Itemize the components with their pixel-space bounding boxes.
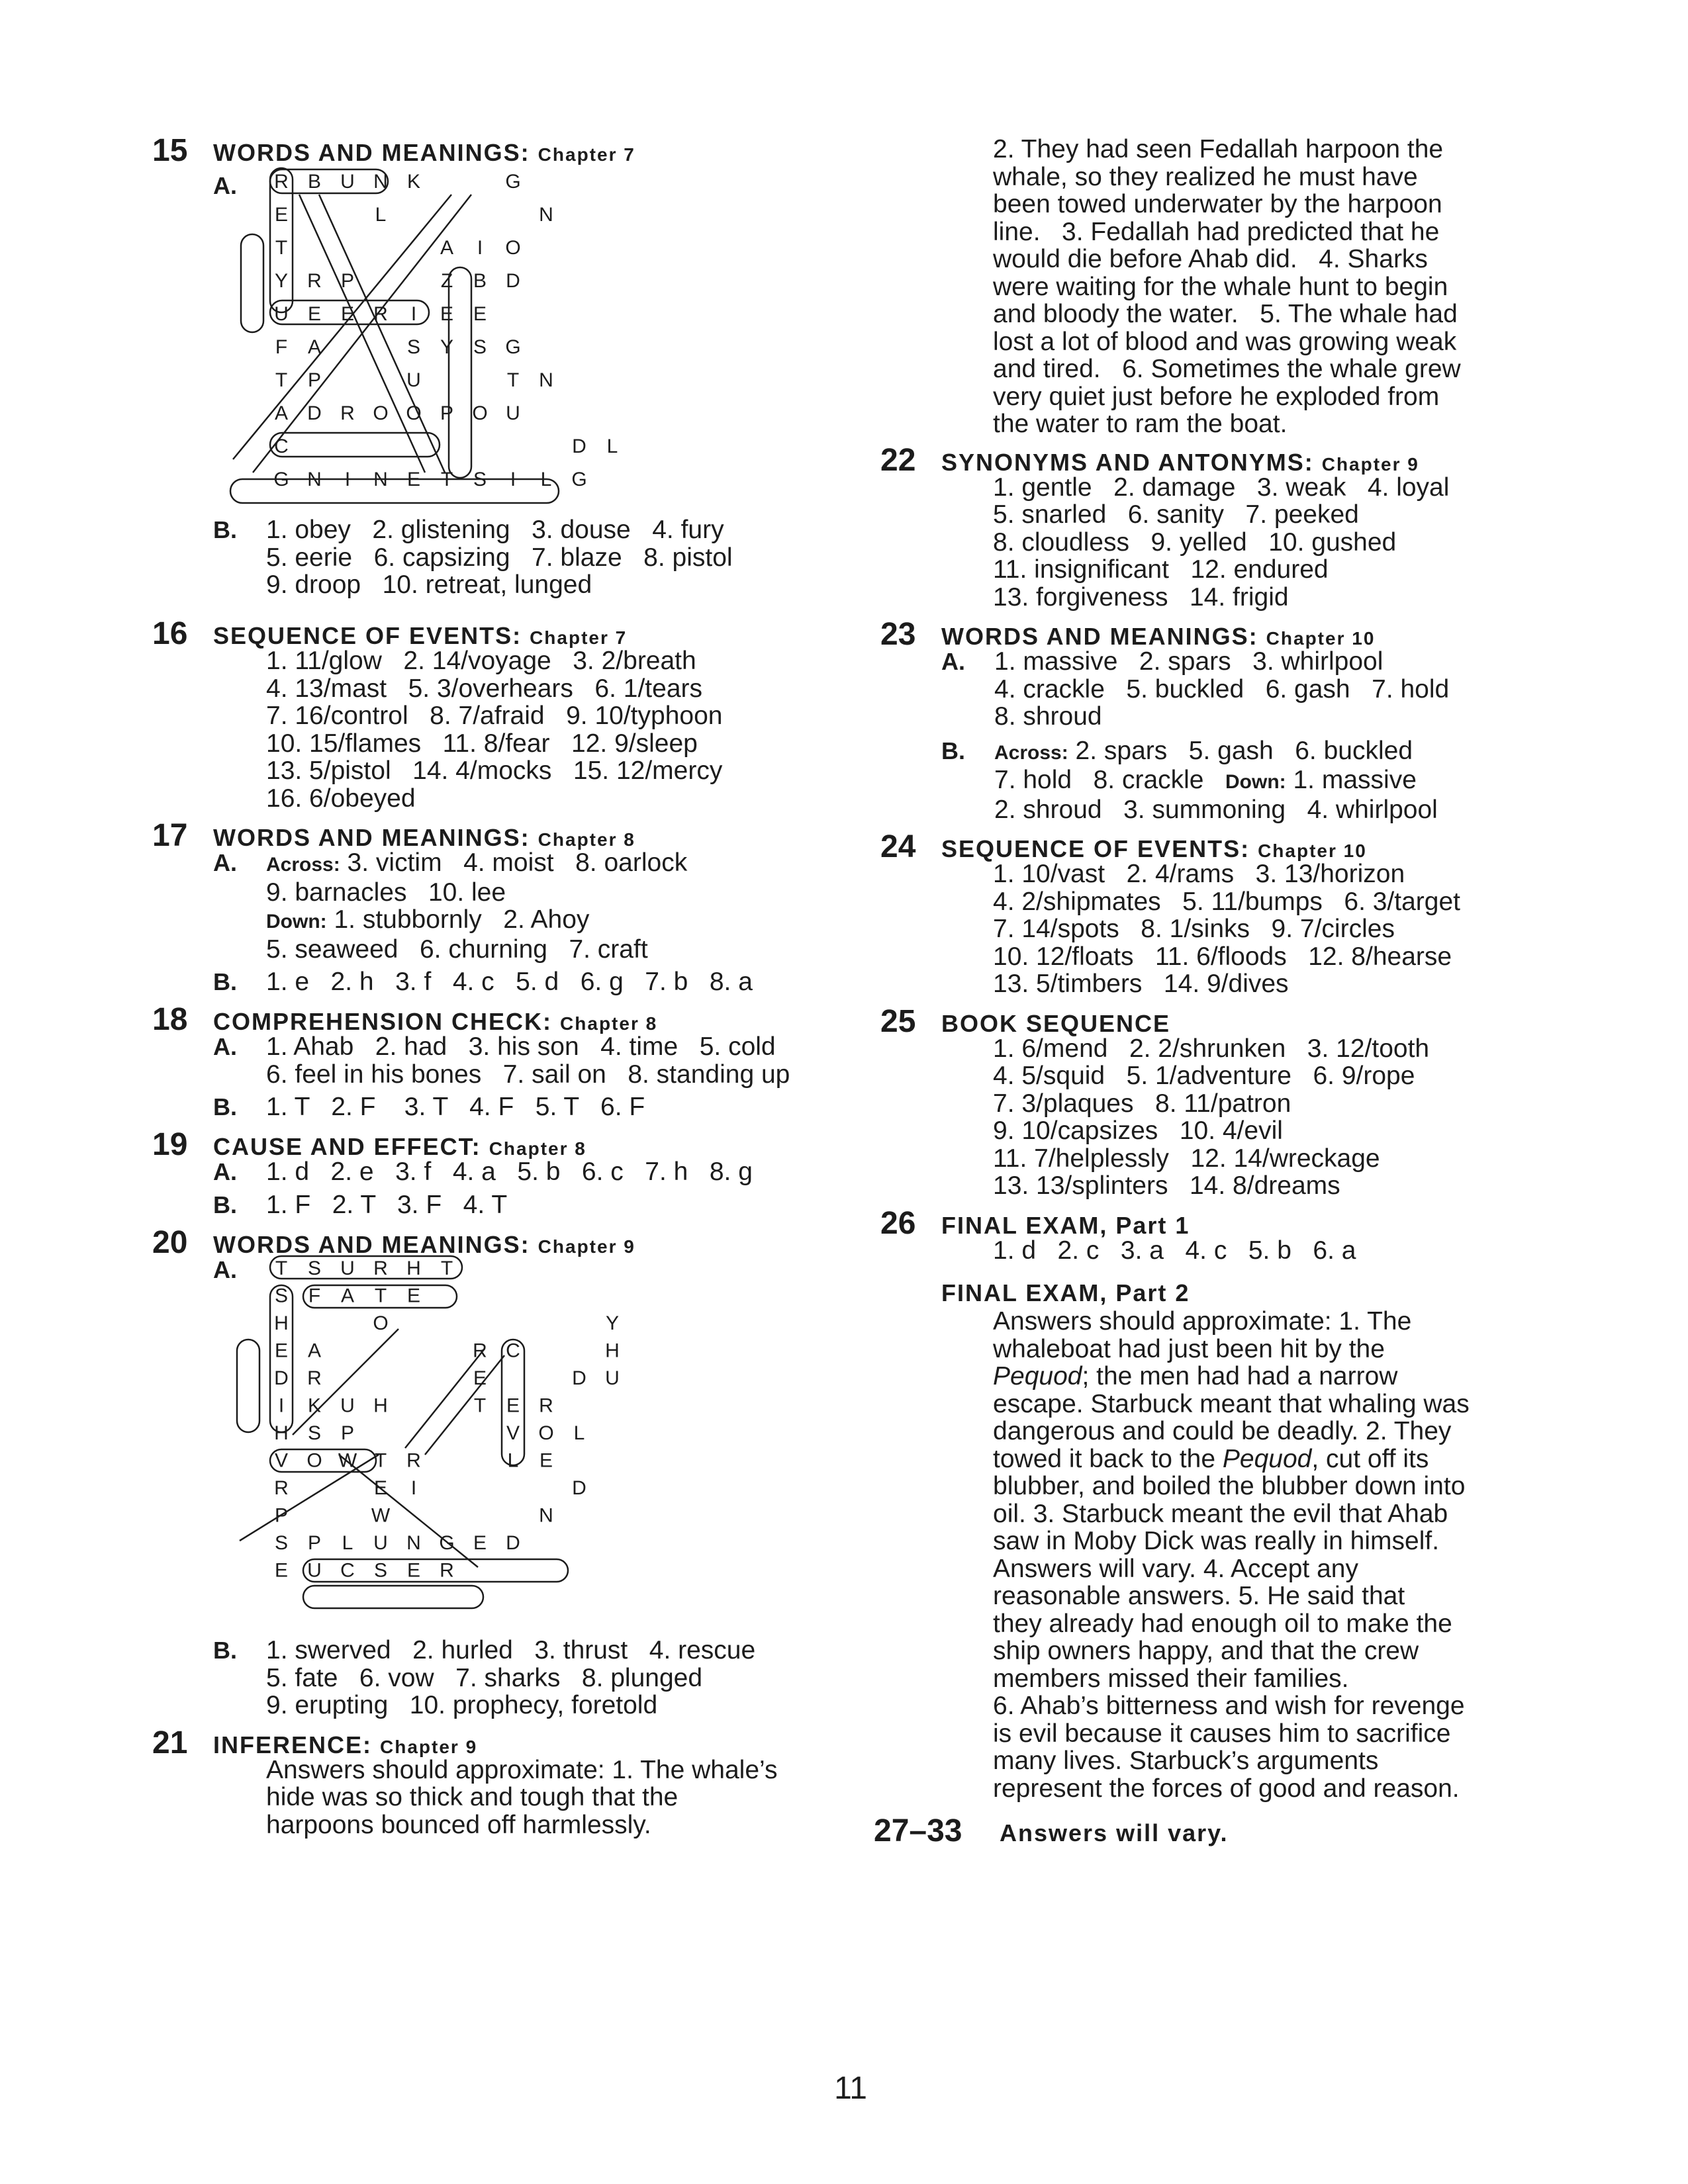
grid-letter: K [307, 1394, 322, 1417]
grid-letter: I [410, 303, 417, 325]
section-26 [880, 1205, 1542, 1803]
grid-letter: N [539, 1504, 553, 1527]
grid-letter: U [406, 369, 421, 391]
grid-letter: S [473, 336, 487, 358]
part-label: B. [213, 968, 237, 995]
grid-letter: I [510, 469, 516, 490]
answer-lines: 1. 6/mend 2. 2/shrunken 3. 12/tooth 4. 5/squid 5. 1/adventure 6. 9/rope 7. 3/plaques 8. 11/patron 9. 10/capsizes 10. 4/evil 11. 7/helplessly 12. 14/wreckage 13. 13/splinters 14. 8/dreams [993, 1034, 1430, 1200]
answer-paragraph: Answers should approximate: 1. The whaleboat had just been hit by the Pequod; the men had had a narrow escape. Starbuck meant that whaling was dangerous and could be deadly. 2. They towed it back to the Pequod, cut off its blubber, and boiled the blubber down into oil. 3. Starbuck meant the evil that Ahab saw in Moby Dick was really in himself. Answers will vary. 4. Accept any reasonable answers. 5. He said that they already had enough oil to make the ship owners happy, and that the crew members missed their families. 6. Ahab’s bitterness and wish for revenge is evil because it causes him to sacrifice many lives. Starbuck’s arguments represent the forces of good and reason. [993, 1307, 1470, 1803]
grid-letter: E [406, 469, 421, 490]
section-title: SEQUENCE OF EVENTS: Chapter 10 [941, 835, 1367, 862]
grid-letter: U [340, 171, 355, 193]
section-21 [152, 1725, 854, 1839]
grid-letter: D [307, 402, 322, 424]
section-number: 20 [152, 1225, 188, 1260]
grid-letter: E [406, 1559, 421, 1582]
grid-letter: O [373, 402, 389, 424]
right-column [874, 135, 1542, 1852]
word-search-puzzle [226, 1256, 620, 1637]
grid-letter: K [406, 171, 421, 193]
section-number: 26 [880, 1205, 916, 1241]
grid-letter: U [307, 1559, 322, 1582]
grid-letter: R [307, 1367, 322, 1389]
grid-letter: R [373, 1257, 388, 1279]
grid-letter: C [274, 435, 289, 457]
section-number: 18 [152, 1002, 188, 1037]
grid-letter: E [406, 1285, 421, 1307]
grid-letter: C [506, 1340, 520, 1362]
grid-letter: T [440, 1257, 453, 1279]
part-label: A. [213, 849, 237, 876]
inference-continued: 2. They had seen Fedallah harpoon the whale, so they realized he must have been towed underwater by the harpoon line. 3. Fedallah had predicted that he would die before Ahab did. 4. Sharks were waiting for the whale hunt to begin and bloody the water. 5. The whale had lost a lot of blood and was growing weak and tired. 6. Sometimes the whale grew very quiet just before he exploded from the water to ram the boat. [993, 135, 1461, 438]
answer-lines: 1. e 2. h 3. f 4. c 5. d 6. g 7. b 8. a [266, 968, 753, 996]
answer-lines: 1. 11/glow 2. 14/voyage 3. 2/breath 4. 13/mast 5. 3/overhears 6. 1/tears 7. 16/control 8. 7/afraid 9. 10/typhoon 10. 15/flames 11. 8/fear 12. 9/sleep 13. 5/pistol 14. 4/mocks 15. 12/mercy 16. 6/obeyed [266, 647, 723, 813]
grid-letter: O [538, 1422, 554, 1444]
grid-letter: R [440, 1559, 454, 1582]
part-label: A. [213, 172, 237, 199]
grid-letter: A [274, 402, 289, 424]
grid-letter: O [472, 402, 488, 424]
grid-letter: V [274, 1449, 289, 1472]
answer-lines: 1. Ahab 2. had 3. his son 4. time 5. cold 6. feel in his bones 7. sail on 8. standing up [266, 1032, 790, 1089]
grid-letter: E [506, 1394, 520, 1417]
section-title: WORDS AND MEANINGS: Chapter 9 [213, 1231, 635, 1258]
grid-letter: H [373, 1394, 388, 1417]
answer-lines: 1. gentle 2. damage 3. weak 4. loyal 5. snarled 6. sanity 7. peeked 8. cloudless 9. yelled 10. gushed 11. insignificant 12. endured 13. forgiveness 14. frigid [993, 473, 1450, 612]
page-number: 11 [834, 2071, 867, 2106]
grid-letter: S [307, 1257, 322, 1279]
grid-letter: E [274, 204, 289, 226]
grid-letter: D [572, 1477, 586, 1499]
grid-letter: R [274, 1477, 289, 1499]
grid-letter: N [539, 369, 553, 391]
section-title: Answers will vary. [1000, 1819, 1229, 1846]
word-loop [303, 1586, 483, 1608]
section-18 [152, 1001, 854, 1121]
part-label: B. [213, 1637, 237, 1664]
grid-letter: N [406, 1532, 421, 1554]
part-label: A. [941, 648, 965, 675]
section-19 [152, 1126, 854, 1219]
grid-letter: P [340, 1422, 355, 1444]
section-title: COMPREHENSION CHECK: Chapter 8 [213, 1008, 658, 1035]
grid-letter: F [308, 1285, 321, 1307]
grid-letter: S [274, 1285, 289, 1307]
grid-letter: E [373, 1477, 388, 1499]
section-20 [152, 1224, 854, 1719]
grid-letter: Y [440, 336, 454, 358]
grid-letter: A [440, 237, 454, 259]
word-loop [270, 433, 440, 457]
grid-letter: U [340, 1257, 355, 1279]
grid-letter: H [605, 1340, 620, 1362]
section-number: 22 [880, 442, 916, 478]
word-search-grid [226, 168, 618, 499]
grid-letter: E [539, 1449, 553, 1472]
grid-letter: R [406, 1449, 421, 1472]
part-label: A. [213, 1256, 237, 1283]
word-loop [237, 1340, 259, 1432]
answer-lines: Across: 2. spars 5. gash 6. buckled 7. hold 8. crackle Down: 1. massive 2. shroud 3. summoning 4. whirlpool [994, 736, 1438, 824]
grid-letter: S [307, 1422, 322, 1444]
section-title: INFERENCE: Chapter 9 [213, 1731, 478, 1758]
grid-letter: L [540, 469, 552, 490]
answer-lines: 1. obey 2. glistening 3. douse 4. fury 5. eerie 6. capsizing 7. blaze 8. pistol 9. droop 10. retreat, lunged [266, 516, 733, 599]
grid-letter: W [338, 1449, 357, 1472]
grid-letter: E [340, 303, 355, 325]
grid-letter: E [440, 303, 454, 325]
section-24 [880, 829, 1542, 998]
section-title: WORDS AND MEANINGS: Chapter 7 [213, 139, 635, 166]
answer-lines: 1. d 2. c 3. a 4. c 5. b 6. a [993, 1236, 1356, 1265]
section-25 [880, 1003, 1542, 1200]
grid-letters [273, 171, 618, 490]
part-label: B. [941, 737, 965, 764]
section-title: SYNONYMS AND ANTONYMS: Chapter 9 [941, 448, 1419, 476]
grid-letter: E [274, 1340, 289, 1362]
section-title: BOOK SEQUENCE [941, 1009, 1171, 1037]
grid-letter: V [506, 1422, 520, 1444]
grid-letter: W [371, 1504, 391, 1527]
grid-letter: C [340, 1559, 355, 1582]
grid-letter: T [275, 237, 288, 259]
grid-letter: P [307, 1532, 322, 1554]
answer-lines: 1. swerved 2. hurled 3. thrust 4. rescue 5. fate 6. vow 7. sharks 8. plunged 9. erupting 10. prophecy, foretold [266, 1636, 756, 1719]
word-loop [270, 1256, 462, 1279]
grid-letter: I [410, 1477, 417, 1499]
section-title: CAUSE AND EFFECT: Chapter 8 [213, 1133, 586, 1160]
subsection-title: FINAL EXAM, Part 2 [941, 1279, 1190, 1306]
part-label: A. [213, 1033, 237, 1060]
grid-letter: A [307, 1340, 322, 1362]
section-title: WORDS AND MEANINGS: Chapter 8 [213, 824, 635, 851]
section-22 [880, 442, 1542, 612]
section-15 [152, 132, 854, 609]
grid-letter: G [439, 1532, 455, 1554]
grid-letter: I [344, 469, 351, 490]
grid-letter: T [440, 469, 453, 490]
grid-letter: O [505, 237, 521, 259]
grid-letter: N [539, 204, 553, 226]
grid-letter: R [373, 303, 388, 325]
section-number: 15 [152, 133, 188, 168]
grid-letter: U [340, 1394, 355, 1417]
grid-letter: N [373, 171, 388, 193]
grid-letter: T [506, 369, 520, 391]
section-title: WORDS AND MEANINGS: Chapter 10 [941, 623, 1376, 650]
grid-letter: H [274, 1312, 289, 1334]
grid-letter: R [340, 402, 355, 424]
grid-letter: I [477, 237, 483, 259]
grid-letter: D [506, 270, 520, 292]
section-number: 21 [152, 1725, 188, 1760]
section-17 [152, 817, 854, 996]
word-loop [449, 267, 471, 478]
section-number: 17 [152, 818, 188, 853]
grid-letter: U [373, 1532, 388, 1554]
grid-letter: L [606, 435, 618, 457]
grid-letter: D [572, 435, 586, 457]
grid-letter: E [307, 303, 322, 325]
grid-letter: S [373, 1559, 388, 1582]
grid-letter: D [506, 1532, 520, 1554]
part-label: B. [213, 1093, 237, 1120]
answer-lines: 1. massive 2. spars 3. whirlpool 4. crackle 5. buckled 6. gash 7. hold 8. shroud [994, 647, 1450, 731]
word-loop [241, 234, 263, 332]
grid-letter: T [473, 1394, 487, 1417]
grid-letter: R [274, 171, 289, 193]
grid-letter: G [505, 171, 521, 193]
section-title: FINAL EXAM, Part 1 [941, 1211, 1190, 1239]
answer-lines: 1. d 2. e 3. f 4. a 5. b 6. c 7. h 8. g [266, 1158, 753, 1186]
grid-letter: L [375, 204, 387, 226]
answer-lines: Answers should approximate: 1. The whale’s hide was so thick and tough that the harpoons bounced off harmlessly. [266, 1755, 778, 1839]
grid-letter: O [406, 402, 422, 424]
grid-letter: E [473, 303, 487, 325]
grid-letter: D [274, 1367, 289, 1389]
section-number: 23 [880, 617, 916, 652]
part-label: A. [213, 1158, 237, 1185]
grid-letter: A [340, 1285, 355, 1307]
section-23 [880, 616, 1542, 823]
grid-letter: P [274, 1504, 289, 1527]
grid-letter: O [373, 1312, 389, 1334]
grid-letter: N [373, 469, 388, 490]
grid-letter: D [572, 1367, 586, 1389]
grid-letter: U [605, 1367, 620, 1389]
grid-letter: S [274, 1532, 289, 1554]
section-number: 24 [880, 829, 916, 864]
grid-letter: L [573, 1422, 585, 1444]
grid-letter: E [274, 1559, 289, 1582]
grid-letter: T [275, 1257, 288, 1279]
grid-letter: R [473, 1340, 487, 1362]
section-title: SEQUENCE OF EVENTS: Chapter 7 [213, 622, 628, 649]
section-27-33 [874, 1813, 1542, 1852]
grid-letter: N [307, 469, 322, 490]
answer-lines: 1. 10/vast 2. 4/rams 3. 13/horizon 4. 2/shipmates 5. 11/bumps 6. 3/target 7. 14/spots 8. 1/sinks 9. 7/circles 10. 12/floats 11. 6/floods 12. 8/hearse 13. 5/timbers 14. 9/dives [993, 860, 1460, 998]
grid-letters [274, 1257, 620, 1582]
grid-letter: E [473, 1532, 487, 1554]
grid-letter: Z [440, 270, 453, 292]
grid-letter: U [506, 402, 520, 424]
grid-letter: E [473, 1367, 487, 1389]
answer-lines: Across: 3. victim 4. moist 8. oarlock 9. barnacles 10. lee Down: 1. stubbornly 2. Ahoy 5. seaweed 6. churning 7. craft [266, 848, 688, 964]
part-label: B. [213, 1191, 237, 1218]
grid-letter: P [340, 270, 355, 292]
grid-letter: R [307, 270, 322, 292]
grid-letter: O [306, 1449, 322, 1472]
word-search-grid [226, 1256, 620, 1633]
grid-letter: U [274, 303, 289, 325]
grid-letter: G [505, 336, 521, 358]
grid-letter: A [307, 336, 322, 358]
grid-letter: G [273, 469, 289, 490]
section-number: 25 [880, 1003, 916, 1039]
grid-letter: H [406, 1257, 421, 1279]
grid-letter: L [507, 1449, 519, 1472]
grid-letter: R [539, 1394, 553, 1417]
part-label: B. [213, 516, 237, 543]
grid-letter: T [374, 1449, 387, 1472]
word-search-puzzle [226, 168, 618, 516]
grid-letter: T [374, 1285, 387, 1307]
grid-letter: H [274, 1422, 289, 1444]
grid-letter: Y [605, 1312, 620, 1334]
grid-letter: B [473, 270, 487, 292]
grid-letter: L [342, 1532, 353, 1554]
grid-letter: F [275, 336, 288, 358]
answer-lines: 1. T 2. F 3. T 4. F 5. T 6. F [266, 1093, 645, 1121]
grid-letter: Y [274, 270, 289, 292]
section-number: 27–33 [874, 1813, 962, 1848]
grid-letter: G [571, 469, 587, 490]
grid-letter: P [307, 369, 322, 391]
grid-letter: I [278, 1394, 285, 1417]
section-number: 19 [152, 1127, 188, 1162]
answer-lines: 1. F 2. T 3. F 4. T [266, 1191, 508, 1219]
grid-letter: S [406, 336, 421, 358]
grid-letter: P [440, 402, 454, 424]
grid-letter: B [307, 171, 322, 193]
left-column [152, 132, 854, 1839]
section-16 [152, 615, 854, 812]
section-number: 16 [152, 616, 188, 651]
grid-letter: S [473, 469, 487, 490]
grid-letter: T [275, 369, 288, 391]
